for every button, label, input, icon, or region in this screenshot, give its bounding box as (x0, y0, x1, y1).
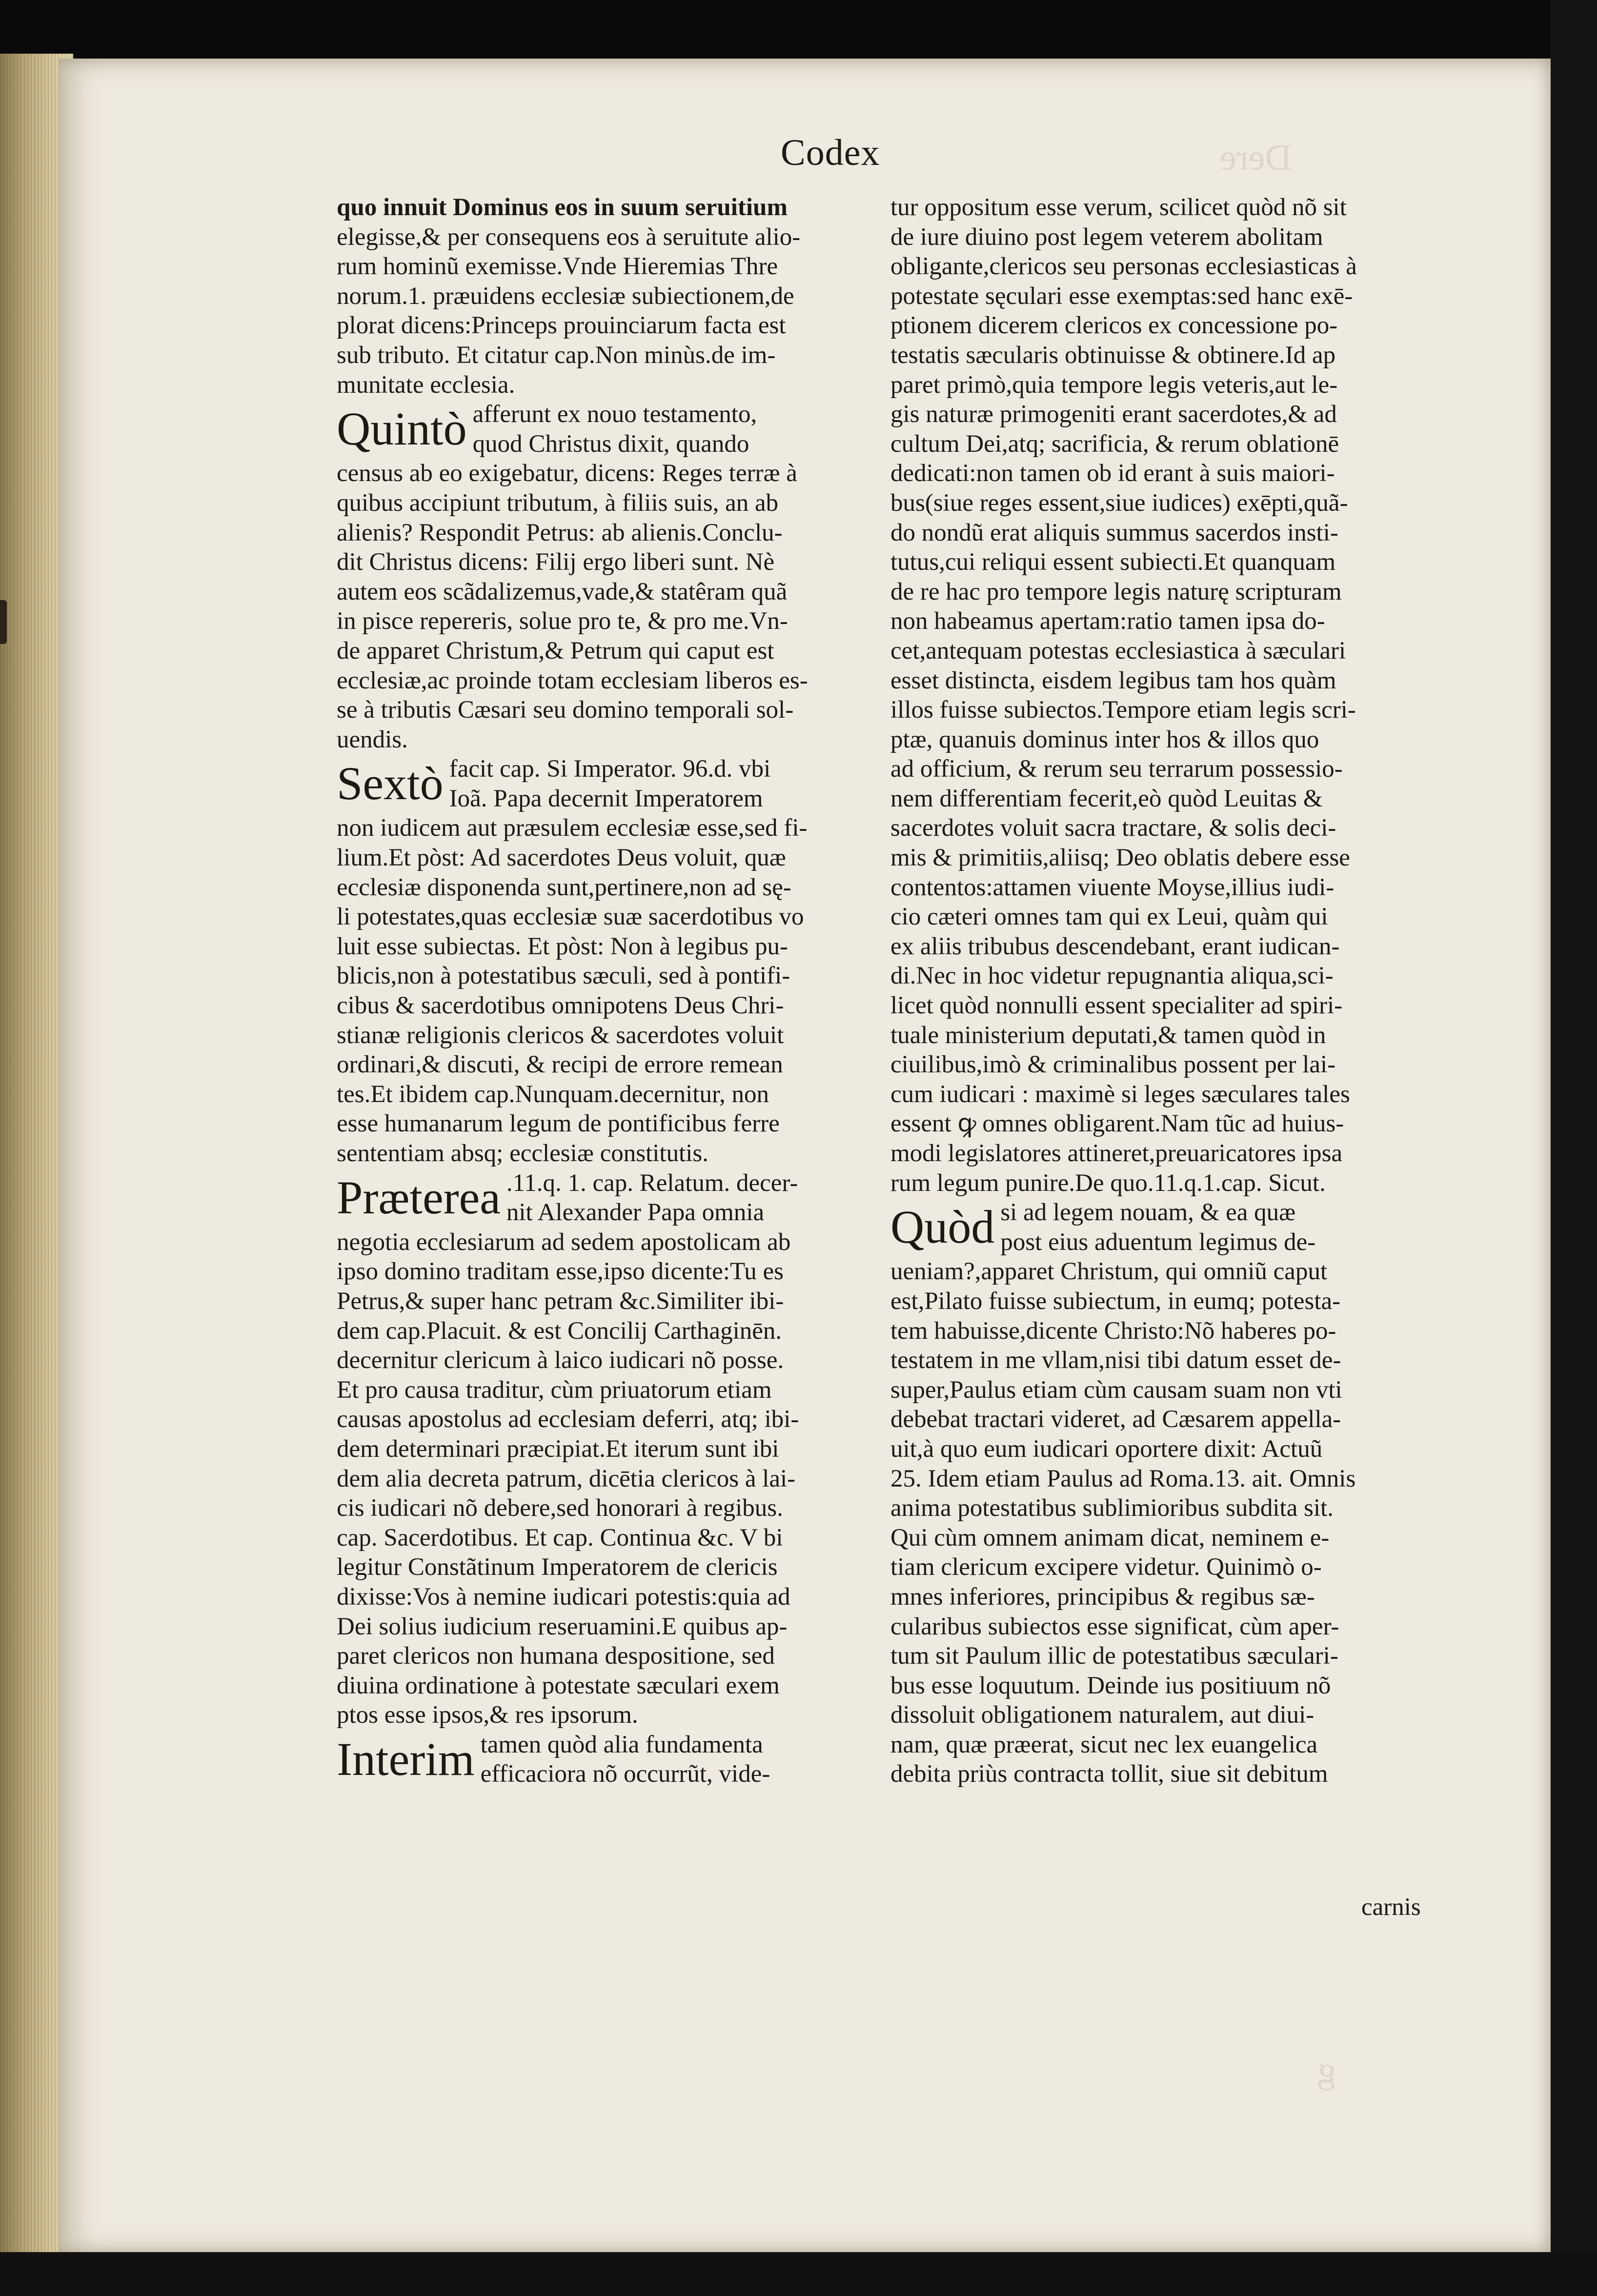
text-line: quo innuit Dominus eos in suum seruitium (337, 194, 788, 221)
rubric-paragraph-start (890, 1198, 1422, 1257)
rubric-paragraph-start (337, 1168, 873, 1228)
text-line: testatem in me vllam,nisi tibi datum esset de- (890, 1347, 1341, 1374)
text-line: ecclesiæ,ac proinde totam ecclesiam liberos es- (337, 666, 808, 694)
text-line: de iure diuino post legem veterem abolitam (890, 223, 1323, 251)
text-line: li potestates,quas ecclesiæ suæ sacerdotibus vo (337, 903, 804, 931)
text-line: Dei solius iudicium reseruamini.E quibus ap- (337, 1612, 788, 1640)
text-line: ad officium, & rerum seu terrarum possessio- (890, 755, 1343, 783)
text-line: nem differentiam fecerit,eò quòd Leuitas & (890, 785, 1323, 812)
rubric-line-1: .11.q. 1. cap. Relatum. decer- (506, 1169, 798, 1197)
text-line: dem determinari præcipiat.Et iterum sunt ibi (337, 1435, 779, 1463)
text-line: ipso domino traditam esse,ipso dicente:Tu es (337, 1258, 784, 1286)
text-line: ptionem dicerem clericos ex concessione po- (890, 312, 1338, 340)
text-line: mis & primitiis,aliisq; Deo oblatis debere esse (890, 844, 1350, 872)
running-head: Codex (781, 132, 880, 173)
text-line: sententiam absq; ecclesiæ constitutis. (337, 1140, 709, 1167)
text-line: lium.Et pòst: Ad sacerdotes Deus voluit, quæ (337, 844, 786, 872)
text-line: super,Paulus etiam cùm causam suam non vti (890, 1376, 1342, 1404)
text-line: autem eos scãdalizemus,vade,& statêram quã (337, 578, 788, 605)
text-line: Et pro causa traditur, cùm priuatorum etiam (337, 1376, 772, 1404)
text-line: blicis,non à potestatibus sæculi, sed à pontifi- (337, 962, 790, 990)
text-line: plorat dicens:Princeps prouinciarum facta est (337, 312, 786, 340)
rubric-line-2: efficaciora nõ occurrũt, vide- (480, 1760, 770, 1788)
text-line: de apparet Christum,& Petrum qui caput est (337, 637, 774, 665)
text-line: licet quòd nonnulli essent specialiter ad spiri- (890, 992, 1343, 1020)
text-line: in pisce repereris, solue pro te, & pro me.Vn- (337, 607, 788, 635)
text-line: tutus,cui reliqui essent subiecti.Et quanquam (890, 548, 1336, 576)
text-line: ciuilibus,imò & criminalibus possent per lai- (890, 1051, 1336, 1079)
text-line: anima potestatibus sublimioribus subdita sit. (890, 1494, 1334, 1522)
text-line: dedicati:non tamen ob id erant à suis maiori- (890, 460, 1335, 487)
left-margin-mark (0, 600, 7, 644)
left-column (337, 193, 873, 1789)
text-line: debita priùs contracta tollit, siue sit debitum (890, 1760, 1328, 1788)
rubric-line-1: facit cap. Si Imperator. 96.d. vbi (449, 755, 771, 783)
text-line: ordinari,& discuti, & recipi de errore remean (337, 1051, 783, 1079)
text-line: modi legislatores attineret,preuaricatores ipsa (890, 1140, 1343, 1167)
text-line: tem habuisse,dicente Christo:Nõ haberes po- (890, 1317, 1336, 1345)
text-line: tur oppositum esse verum, scilicet quòd nõ sit (890, 194, 1347, 221)
text-line: esset distincta, eisdem legibus tam hos quàm (890, 666, 1336, 694)
text-line: paret clericos non humana despositione, sed (337, 1642, 775, 1670)
rubric-paragraph-start (337, 1730, 873, 1789)
text-line: est,Pilato fuisse subiectum, in eumq; potesta- (890, 1287, 1341, 1315)
text-line: potestate sęculari esse exemptas:sed hanc exē- (890, 282, 1353, 310)
text-line: uendis. (337, 725, 408, 753)
text-line: testatis sæcularis obtinuisse & obtinere.Id ap (890, 341, 1336, 369)
rubric-initial-word: Præterea (337, 1171, 501, 1224)
text-line: uit,à quo eum iudicari oportere dixit: Actuũ (890, 1435, 1323, 1463)
rubric-line-2: post eius aduentum legimus de- (1000, 1228, 1316, 1256)
text-line: tiam clericum excipere videtur. Quinimò o- (890, 1553, 1322, 1581)
right-column (890, 193, 1422, 1789)
text-line: cap. Sacerdotibus. Et cap. Continua &c. V bi (337, 1524, 783, 1551)
text-line: mnes inferiores, principibus & regibus sæ- (890, 1583, 1315, 1611)
text-line: rum hominũ exemisse.Vnde Hieremias Thre (337, 253, 778, 281)
text-line: contentos:attamen viuente Moyse,illius iudi- (890, 873, 1334, 901)
text-line: do nondũ erat aliquis summus sacerdos insti- (890, 519, 1338, 546)
rubric-line-2: Ioã. Papa decernit Imperatorem (449, 785, 763, 812)
text-line: paret primò,quia tempore legis veteris,aut le- (890, 371, 1338, 399)
text-line: cum iudicari : maximè si leges sæculares tales (890, 1080, 1350, 1108)
text-line: tum sit Paulum illic de potestatibus sæculari- (890, 1642, 1338, 1670)
text-line: essent ꝙ omnes obligarent.Nam tũc ad huius- (890, 1110, 1344, 1138)
bottom-dark-margin (0, 2252, 1597, 2296)
text-line: de re hac pro tempore legis naturę scripturam (890, 578, 1342, 605)
rubric-initial-word: Sextò (337, 757, 444, 810)
text-line: negotia ecclesiarum ad sedem apostolicam ab (337, 1228, 791, 1256)
rubric-initial-word: Interim (337, 1732, 475, 1785)
text-line: bus esse loquutum. Deinde ius positiuum nõ (890, 1672, 1331, 1699)
rubric-paragraph-start (337, 400, 873, 459)
rubric-initial-word: Quòd (890, 1201, 995, 1253)
text-line: Petrus,& super hanc petram &c.Similiter ibi- (337, 1287, 784, 1315)
text-line: causas apostolus ad ecclesiam deferri, atq; ibi- (337, 1406, 799, 1433)
text-line: nam, quæ præerat, sicut nec lex euangelica (890, 1731, 1318, 1758)
text-line: dissoluit obligationem naturalem, aut diui- (890, 1701, 1314, 1729)
rubric-line-1: si ad legem nouam, & ea quæ (1000, 1199, 1296, 1227)
text-line: dixisse:Vos à nemine iudicari potestis:quia ad (337, 1583, 790, 1611)
rubric-line-1: tamen quòd alia fundamenta (480, 1731, 763, 1758)
text-line: non iudicem aut præsulem ecclesiæ esse,sed fi- (337, 814, 808, 842)
text-line: tuale ministerium deputati,& tamen quòd in (890, 1021, 1326, 1049)
text-line: elegisse,& per consequens eos à seruitute alio- (337, 223, 801, 251)
text-line: census ab eo exigebatur, dicens: Reges terræ à (337, 460, 797, 487)
text-line: norum.1. præuidens ecclesiæ subiectionem,de (337, 282, 794, 310)
text-line: luit esse subiectas. Et pòst: Non à legibus pu- (337, 932, 788, 960)
text-line: se à tributis Cæsari seu domino temporali sol- (337, 696, 794, 724)
text-line: di.Nec in hoc videtur repugnantia aliqua,sci- (890, 962, 1334, 990)
text-line: dem alia decreta patrum, dicētia clericos à lai- (337, 1465, 796, 1492)
text-line: sub tributo. Et citatur cap.Non minùs.de im- (337, 341, 776, 369)
text-line: rum legum punire.De quo.11.q.1.cap. Sicut. (890, 1169, 1326, 1197)
rubric-paragraph-start (337, 754, 873, 813)
rubric-line-2: nit Alexander Papa omnia (506, 1199, 765, 1227)
text-line: cet,antequam potestas ecclesiastica à sæculari (890, 637, 1346, 665)
text-line: legitur Constãtinum Imperatorem de clericis (337, 1553, 778, 1581)
text-line: esse humanarum legum de pontificibus ferre (337, 1110, 780, 1138)
text-line: ecclesiæ disponenda sunt,pertinere,non ad sę- (337, 873, 791, 901)
text-line: Qui cùm omnem animam dicat, neminem e- (890, 1524, 1330, 1551)
text-line: cultum Dei,atq; sacrificia, & rerum oblationē (890, 430, 1339, 458)
text-line: ptæ, quanuis dominus inter hos & illos quo (890, 725, 1319, 753)
text-line: cis iudicari nõ debere,sed honorari à regibus. (337, 1494, 783, 1522)
rubric-line-1: afferunt ex nouo testamento, (472, 401, 757, 428)
text-line: obligante,clericos seu personas ecclesiasticas à (890, 253, 1357, 281)
text-line: cularibus subiectos esse significat, cùm aper- (890, 1612, 1339, 1640)
text-line: debebat tractari videret, ad Cæsarem appella- (890, 1406, 1341, 1433)
catchword: carnis (1361, 1893, 1421, 1921)
text-line: dit Christus dicens: Filij ergo liberi sunt. Nè (337, 548, 775, 576)
text-line: bus(siue reges essent,siue iudices) exēpti,quã- (890, 489, 1348, 517)
text-line: tes.Et ibidem cap.Nunquam.decernitur, non (337, 1080, 769, 1108)
text-line: ptos esse ipsos,& res ipsorum. (337, 1701, 638, 1729)
text-line: cio cæteri omnes tam qui ex Leui, quàm qui (890, 903, 1328, 931)
show-through-text: Dere (1220, 137, 1292, 178)
text-line: cibus & sacerdotibus omnipotens Deus Chri- (337, 992, 784, 1020)
text-line: diuina ordinatione à potestate sæculari exem (337, 1672, 780, 1699)
right-dark-margin (1551, 0, 1597, 2296)
show-through-numeral: g (1317, 2050, 1336, 2091)
text-line: illos fuisse subiectos.Tempore etiam legis scri- (890, 696, 1356, 724)
text-line: ueniam?,apparet Christum, qui omniũ caput (890, 1258, 1328, 1286)
rubric-line-2: quod Christus dixit, quando (472, 430, 749, 458)
rubric-initial-word: Quintò (337, 403, 467, 455)
text-line: munitate ecclesia. (337, 371, 515, 399)
text-line: non habeamus apertam:ratio tamen ipsa do- (890, 607, 1325, 635)
text-line: stianæ religionis clericos & sacerdotes voluit (337, 1021, 784, 1049)
text-line: ex aliis tribubus descendebant, erant iudican- (890, 932, 1340, 960)
text-line: 25. Idem etiam Paulus ad Roma.13. ait. Omnis (890, 1465, 1356, 1492)
text-line: alienis? Respondit Petrus: ab alienis.Conclu- (337, 519, 783, 546)
text-line: decernitur clericum à laico iudicari nõ posse. (337, 1347, 784, 1374)
text-line: sacerdotes voluit sacra tractare, & solis deci- (890, 814, 1336, 842)
text-line: dem cap.Placuit. & est Concilij Carthaginēn. (337, 1317, 782, 1345)
text-line: gis naturæ primogeniti erant sacerdotes,& ad (890, 401, 1337, 428)
text-line: quibus accipiunt tributum, à filiis suis, an ab (337, 489, 779, 517)
